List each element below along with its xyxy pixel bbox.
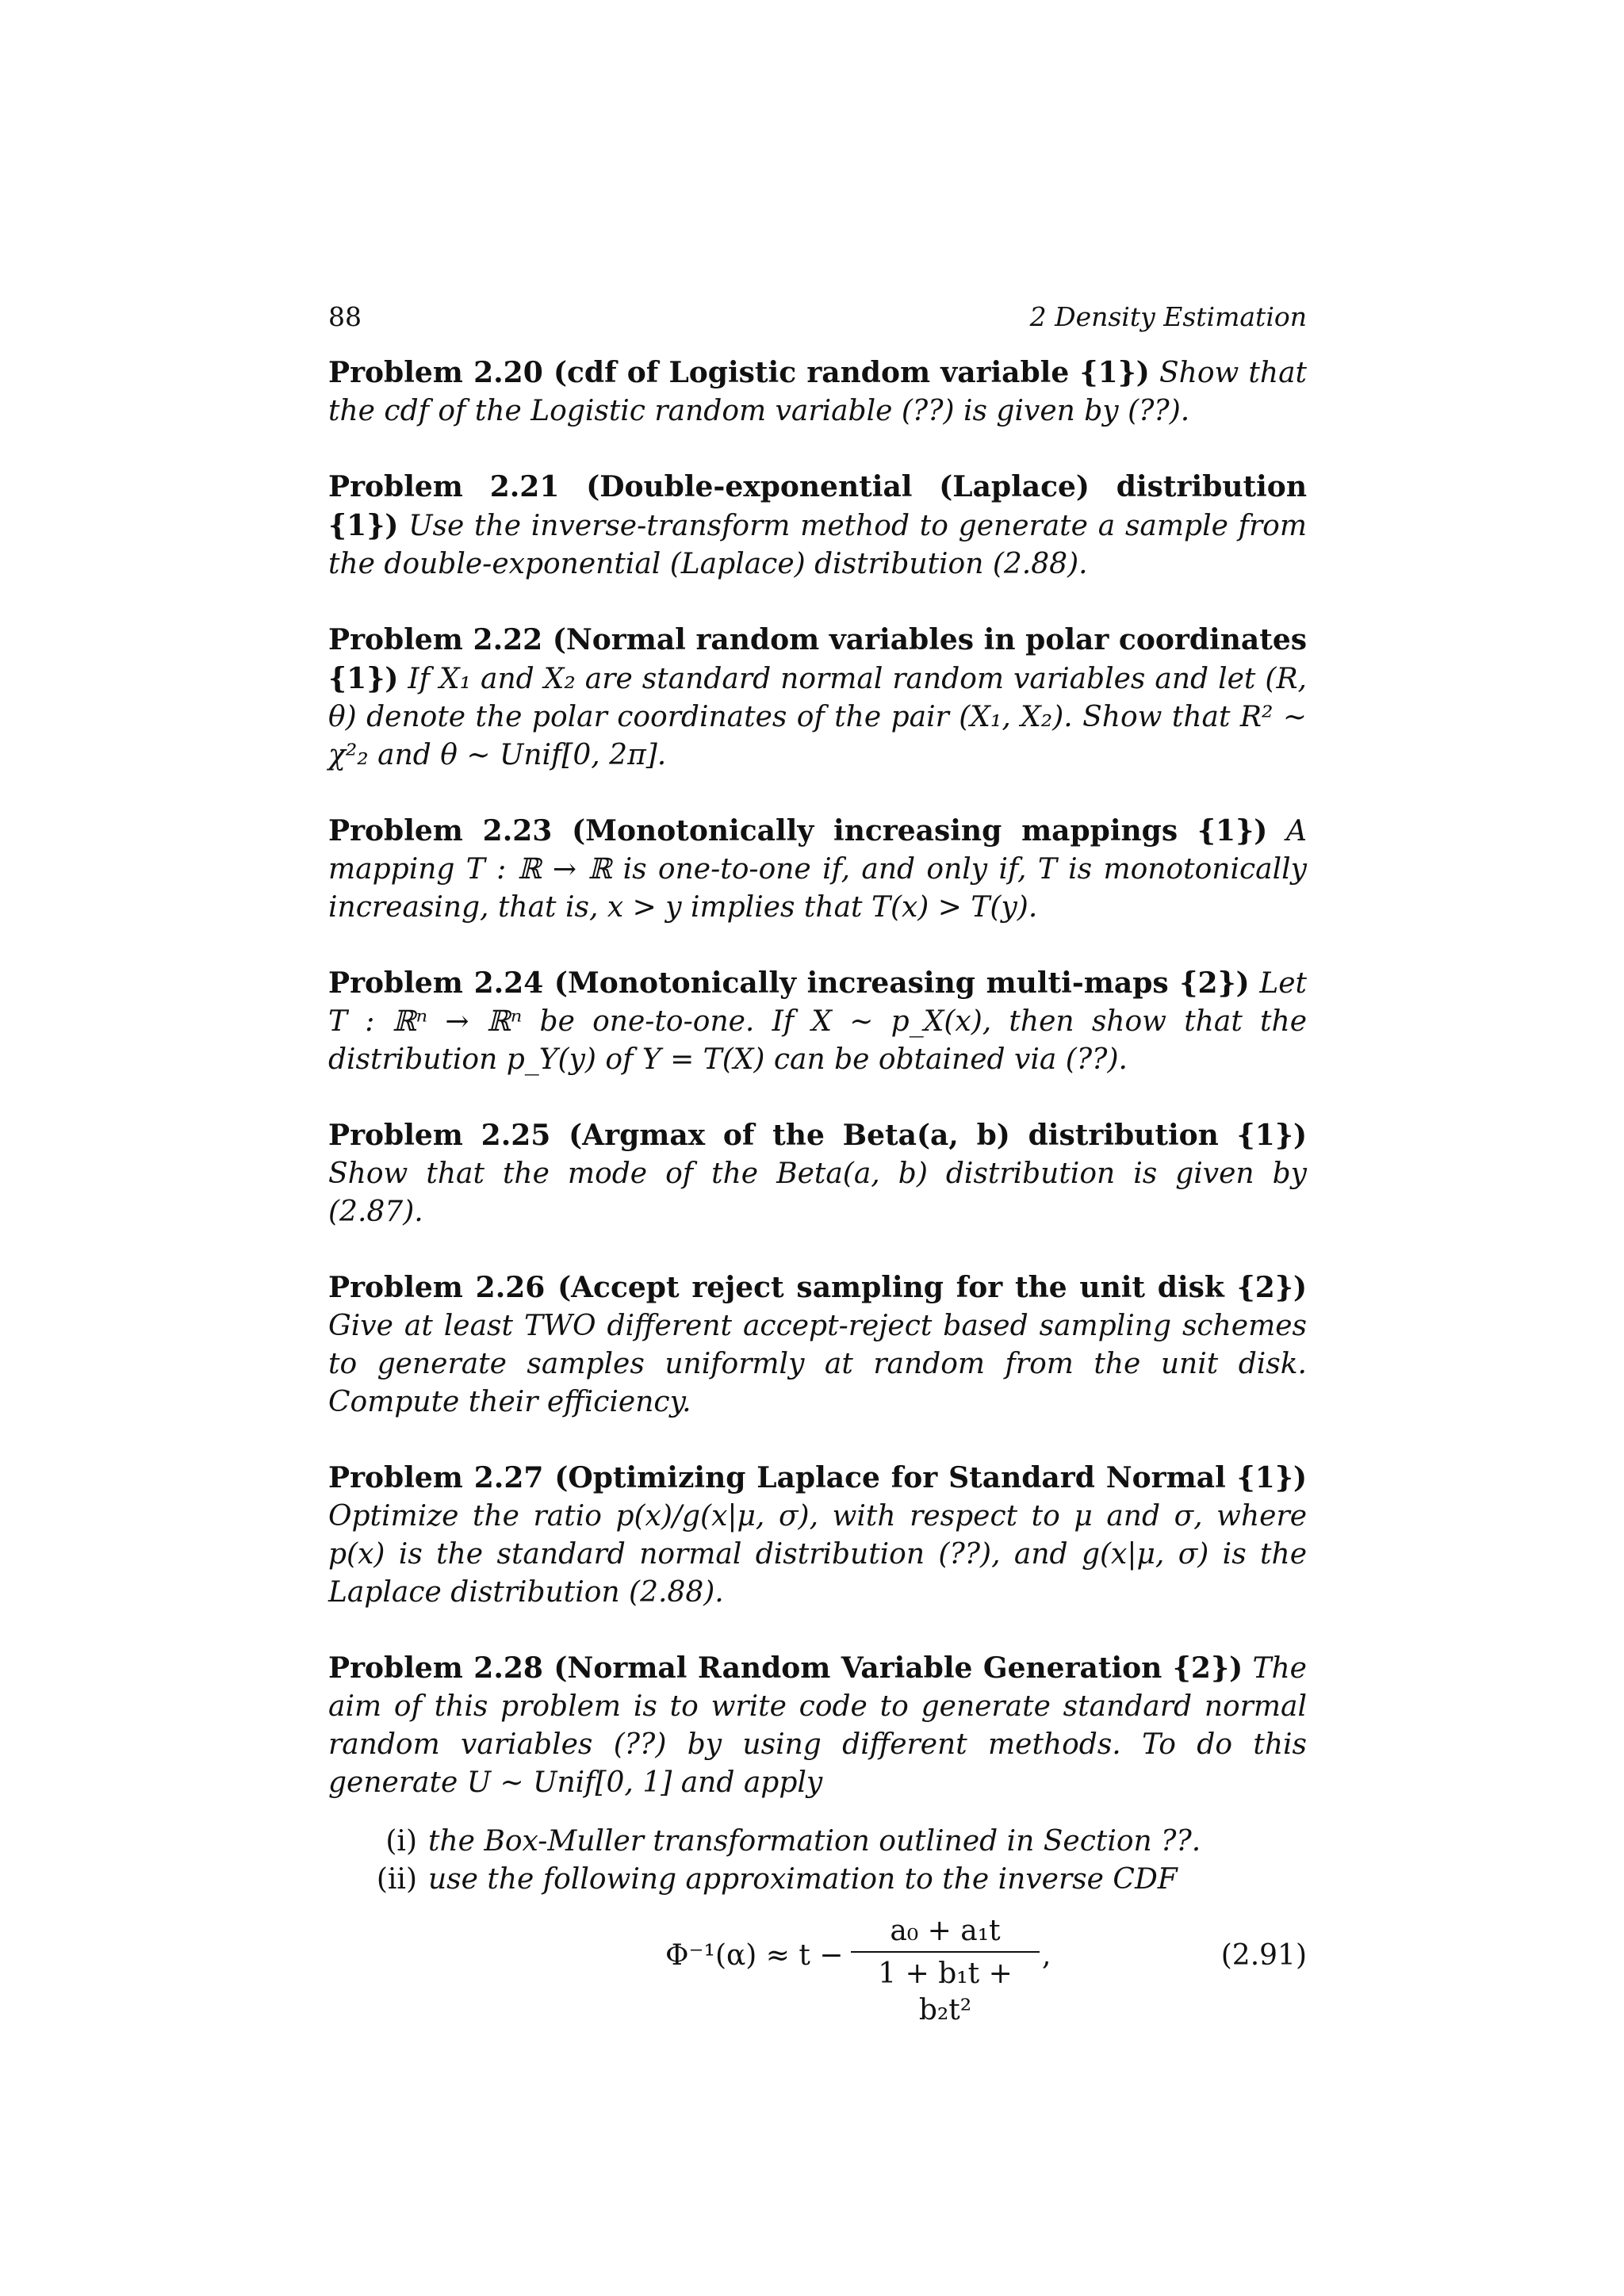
list-item-text: the Box-Muller transformation outlined in Section ??.	[428, 1825, 1201, 1858]
page-header	[328, 301, 1307, 333]
problem-2-26	[328, 1269, 1307, 1422]
equation-fraction	[851, 1913, 1040, 2029]
problem-text: Show that the mode of the Beta(a, b) distribution is given by (2.87).	[328, 1158, 1307, 1228]
fraction-bar	[851, 1951, 1040, 1953]
page-number: 88	[328, 301, 362, 332]
problem-heading: Problem 2.26 (Accept reject sampling for the unit disk {2})	[328, 1271, 1307, 1304]
problem-2-20	[328, 354, 1307, 430]
problem-text: Show that the cdf of the Logistic random variable (??) is given by (??).	[328, 357, 1307, 427]
equation-number: (2.91)	[1220, 1939, 1307, 1972]
problem-heading: Problem 2.24 (Monotonically increasing multi-maps {2})	[328, 966, 1250, 1000]
problem-text: Optimize the ratio p(x)/g(x|μ, σ), with respect to μ and σ, where p(x) is the standard normal distribution (??), and g(x|μ, σ) is the Laplace distribution (2.88).	[328, 1500, 1307, 1609]
problem-2-27	[328, 1459, 1307, 1612]
problem-2-24	[328, 964, 1307, 1079]
problem-heading: Problem 2.20 (cdf of Logistic random variable {1})	[328, 356, 1150, 389]
list-item-number: (i)	[385, 1825, 417, 1858]
method-list	[328, 1823, 1307, 1899]
problem-heading: Problem 2.22 (Normal random variables in polar coordinates {1})	[328, 623, 1307, 695]
problem-heading: Problem 2.23 (Monotonically increasing mappings {1})	[328, 814, 1268, 848]
problem-list	[328, 354, 1307, 2045]
problem-text: If X₁ and X₂ are standard normal random variables and let (R, θ) denote the polar coordinates of the pair (X₁, X₂). Show that R² ∼ χ²₂ and θ ∼ Unif[0, 2π].	[328, 663, 1307, 771]
equation-comma: ,	[1042, 1939, 1051, 1972]
problem-heading: Problem 2.28 (Normal Random Variable Generation {2})	[328, 1651, 1243, 1685]
equation-2-91	[328, 1913, 1307, 2026]
list-item	[328, 1861, 1307, 1899]
fraction-denominator: 1 + b₁t + b₂t²	[878, 1957, 1013, 2026]
problem-2-21	[328, 468, 1307, 584]
problem-text: Give at least TWO different accept-reject based sampling schemes to generate samples uniformly at random from the unit disk. Compute their efficiency.	[328, 1310, 1307, 1418]
list-item	[328, 1823, 1307, 1861]
problem-text: Use the inverse-transform method to generate a sample from the double-exponential (Laplace) distribution (2.88).	[328, 510, 1307, 580]
problem-2-25	[328, 1116, 1307, 1231]
problem-text: Let T : ℝⁿ → ℝⁿ be one-to-one. If X ∼ p_X(x), then show that the distribution p_Y(y) of Y = T(X) can be obtained via (??).	[328, 967, 1307, 1076]
fraction-numerator: a₀ + a₁t	[890, 1915, 1001, 1947]
list-item-number: (ii)	[376, 1863, 417, 1896]
problem-2-23	[328, 812, 1307, 927]
document-page	[328, 0, 1307, 2296]
problem-heading: Problem 2.21 (Double-exponential (Laplace) distribution {1})	[328, 470, 1307, 542]
running-title: 2 Density Estimation	[1029, 301, 1307, 332]
problem-text: A mapping T : ℝ → ℝ is one-to-one if, and only if, T is monotonically increasing, that is, x > y implies that T(x) > T(y).	[328, 815, 1307, 924]
problem-text: The aim of this problem is to write code to generate standard normal random variables (??) by using different methods. To do this generate U ∼ Unif[0, 1] and apply	[328, 1652, 1307, 1799]
problem-heading: Problem 2.27 (Optimizing Laplace for Standard Normal {1})	[328, 1461, 1307, 1494]
problem-2-22	[328, 621, 1307, 775]
equation-lhs: Φ⁻¹(α) ≈ t −	[665, 1939, 844, 1972]
problem-heading: Problem 2.25 (Argmax of the Beta(a, b) distribution {1})	[328, 1119, 1307, 1152]
list-item-text: use the following approximation to the inverse CDF	[428, 1863, 1178, 1896]
problem-2-28	[328, 1649, 1307, 2026]
